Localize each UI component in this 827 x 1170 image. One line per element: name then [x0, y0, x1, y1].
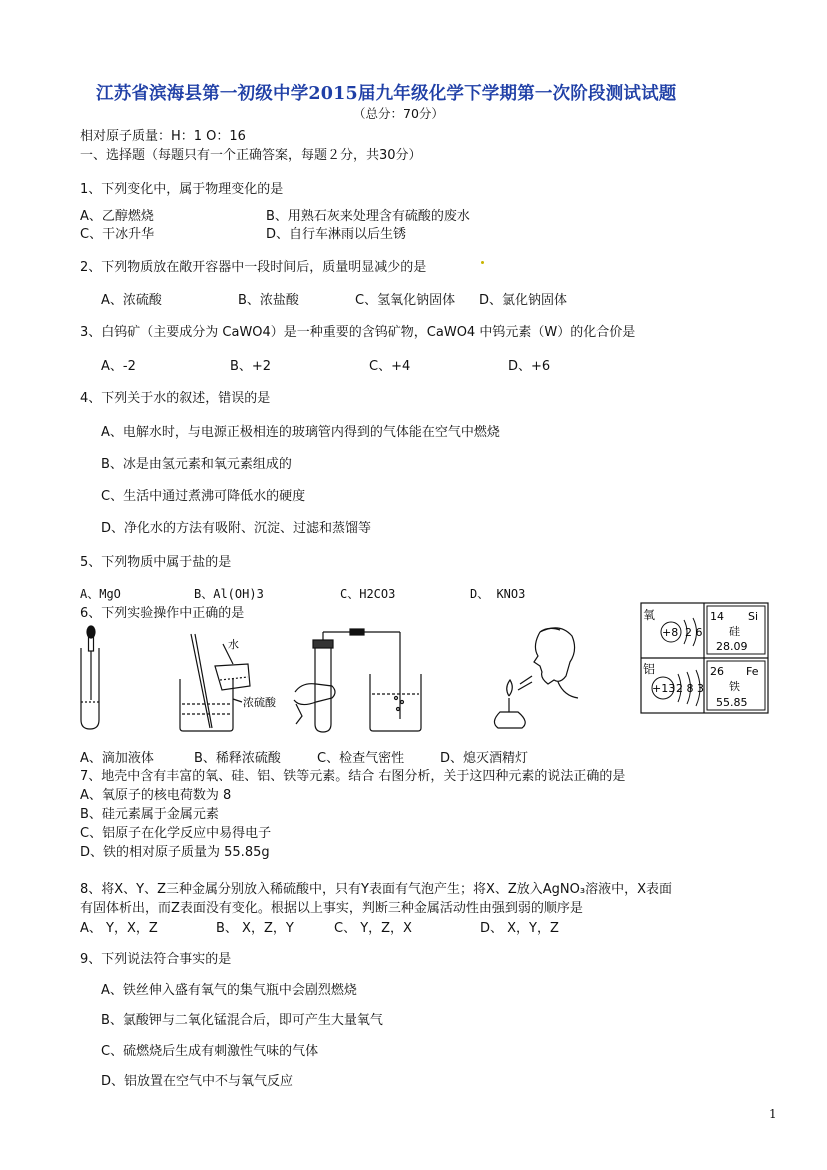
question-9-option-a: A、铁丝伸入盛有氧气的集气瓶中会剧烈燃烧	[101, 983, 357, 998]
question-8-option-b: B、 X，Z，Y	[216, 921, 294, 936]
question-1-option-d: D、自行车淋雨以后生锈	[266, 227, 407, 242]
question-7-option-a: A、氧原子的核电荷数为 8	[80, 788, 232, 803]
question-1-option-c: C、干冰升华	[80, 227, 155, 242]
acid-label: 浓硫酸	[243, 696, 276, 709]
silicon-name: 硅	[729, 625, 740, 638]
blowing-lamp-illustration	[494, 628, 578, 728]
question-2-option-a: A、浓硫酸	[101, 293, 162, 308]
airtightness-check-illustration	[294, 629, 421, 732]
question-9-option-d: D、铝放置在空气中不与氧气反应	[101, 1074, 294, 1089]
question-8-option-d: D、 X，Y，Z	[480, 921, 559, 936]
total-score: （总分：70分）	[353, 106, 444, 121]
question-2-stem: 2、下列物质放在敞开容器中一段时间后，质量明显减少的是	[80, 260, 427, 275]
silicon-atomic-number: 14	[710, 610, 724, 623]
stray-dot	[481, 261, 484, 264]
iron-atomic-number: 26	[710, 665, 724, 678]
page-number: 1	[769, 1107, 777, 1121]
question-4-option-a: A、电解水时，与电源正极相连的玻璃管内得到的气体能在空气中燃烧	[101, 425, 500, 440]
question-3-option-d: D、+6	[508, 359, 551, 374]
aluminium-nucleus-charge: +13	[652, 682, 676, 695]
question-6-option-d: D、熄灭酒精灯	[440, 751, 529, 766]
element-info-figure	[640, 602, 770, 714]
section-heading: 一、选择题（每题只有一个正确答案，每题２分，共30分）	[80, 148, 422, 163]
question-3-option-a: A、-2	[101, 359, 136, 374]
atomic-mass-line: 相对原子质量：H：1 O：16	[80, 129, 246, 144]
question-5-option-c: C、H2CO3	[340, 587, 396, 601]
question-1-stem: 1、下列变化中，属于物理变化的是	[80, 182, 284, 197]
question-7-option-c: C、铝原子在化学反应中易得电子	[80, 826, 272, 841]
question-7-option-d: D、铁的相对原子质量为 55.85g	[80, 845, 270, 860]
oxygen-nucleus-charge: +8	[662, 626, 679, 639]
iron-symbol: Fe	[746, 665, 759, 678]
silicon-mass: 28.09	[716, 640, 748, 653]
question-2-option-c: C、氢氧化钠固体	[355, 293, 456, 308]
dropper-test-tube-illustration	[81, 626, 99, 729]
question-4-option-c: C、生活中通过煮沸可降低水的硬度	[101, 489, 306, 504]
question-3-option-b: B、+2	[230, 359, 272, 374]
lab-operations-figure	[70, 624, 630, 736]
iron-name: 铁	[729, 680, 740, 693]
question-8-stem-line-2: 有固体析出，而Z表面没有变化。根据以上事实，判断三种金属活动性由强到弱的顺序是	[80, 901, 583, 916]
aluminium-name: 铝	[643, 662, 656, 676]
iron-mass: 55.85	[716, 696, 748, 709]
page-title: 江苏省滨海县第一初级中学2015届九年级化学下学期第一次阶段测试试题	[96, 84, 677, 104]
dilution-beaker-illustration	[180, 634, 250, 731]
question-3-stem: 3、白钨矿（主要成分为 CaWO4）是一种重要的含钨矿物，CaWO4 中钨元素（W）的化合价是	[80, 325, 636, 340]
question-1-option-a: A、乙醇燃烧	[80, 209, 154, 224]
question-7-stem: 7、地壳中含有丰富的氧、硅、铝、铁等元素。结合 右图分析，关于这四种元素的说法正确的是	[80, 769, 626, 784]
question-6-option-a: A、滴加液体	[80, 751, 154, 766]
question-4-option-b: B、冰是由氢元素和氧元素组成的	[101, 457, 292, 472]
question-7-option-b: B、硅元素属于金属元素	[80, 807, 219, 822]
question-2-option-b: B、浓盐酸	[238, 293, 299, 308]
question-5-option-a: A、MgO	[80, 587, 121, 601]
question-8-stem-line-1: 8、将X、Y、Z三种金属分别放入稀硫酸中，只有Y表面有气泡产生；将X、Z放入AgNO₃溶液中，X表面	[80, 882, 672, 897]
question-3-option-c: C、+4	[369, 359, 411, 374]
question-2-option-d: D、氯化钠固体	[479, 293, 568, 308]
aluminium-shells: 2 8 3	[676, 682, 704, 695]
question-6-option-c: C、检查气密性	[317, 751, 405, 766]
question-8-option-a: A、 Y，X，Z	[80, 921, 158, 936]
water-label: 水	[228, 638, 239, 651]
question-9-option-c: C、硫燃烧后生成有刺激性气味的气体	[101, 1044, 319, 1059]
question-1-option-b: B、用熟石灰来处理含有硫酸的废水	[266, 209, 470, 224]
question-6-option-b: B、稀释浓硫酸	[194, 751, 281, 766]
question-4-stem: 4、下列关于水的叙述，错误的是	[80, 391, 271, 406]
question-5-option-d: D、 KNO3	[470, 587, 526, 601]
question-5-stem: 5、下列物质中属于盐的是	[80, 555, 232, 570]
question-9-stem: 9、下列说法符合事实的是	[80, 952, 232, 967]
silicon-symbol: Si	[748, 610, 759, 623]
oxygen-shells: 2 6	[685, 626, 703, 639]
question-9-option-b: B、氯酸钾与二氧化锰混合后，即可产生大量氧气	[101, 1013, 383, 1028]
oxygen-name: 氧	[643, 608, 656, 622]
question-6-stem: 6、下列实验操作中正确的是	[80, 606, 245, 621]
question-8-option-c: C、 Y，Z，X	[334, 921, 412, 936]
question-4-option-d: D、净化水的方法有吸附、沉淀、过滤和蒸馏等	[101, 521, 372, 536]
question-5-option-b: B、Al(OH)3	[194, 587, 264, 601]
